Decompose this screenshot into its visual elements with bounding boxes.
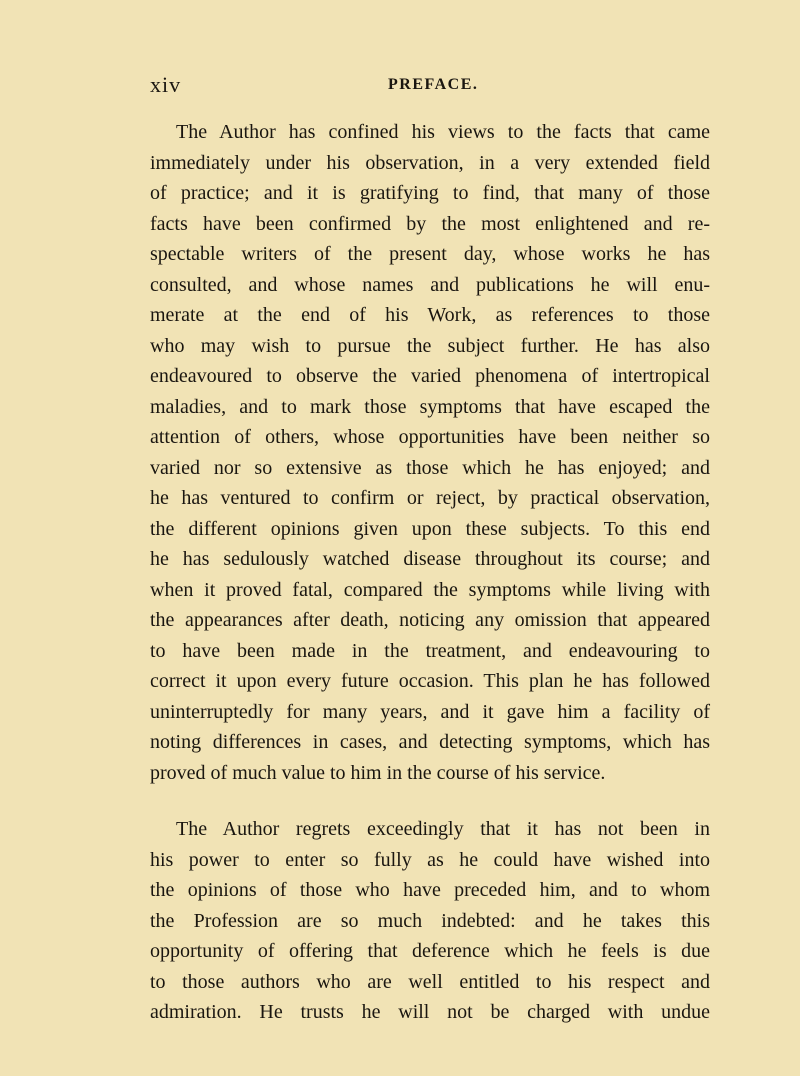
text-line: consulted, and whose names and publications he will enu- xyxy=(150,273,710,296)
text-line: proved of much value to him in the course of his service. xyxy=(150,761,606,784)
paragraph-gap xyxy=(150,788,710,814)
text-line: the appearances after death, noticing any omission that appeared xyxy=(150,609,710,631)
text-line: noting differences in cases, and detecting symptoms, which has xyxy=(150,731,710,753)
text-line: the different opinions given upon these subjects. To this end xyxy=(150,517,710,540)
text-line: attention of others, whose opportunities have been neither so xyxy=(150,426,710,448)
text-line: admiration. He trusts he will not be charged with undue xyxy=(150,1001,710,1023)
text-line: who may wish to pursue the subject further. He has also xyxy=(150,334,710,357)
text-line: the opinions of those who have preceded him, and to whom xyxy=(150,879,710,901)
running-head xyxy=(150,72,720,102)
text-line: immediately under his observation, in a very extended field xyxy=(150,151,710,174)
running-title: PREFACE. xyxy=(388,76,479,93)
paragraph-1 xyxy=(150,117,710,788)
text-line: merate at the end of his Work, as references to those xyxy=(150,304,710,326)
text-line: opportunity of offering that deference which he feels is due xyxy=(150,940,710,962)
text-line: uninterruptedly for many years, and it gave him a facility of xyxy=(150,700,710,723)
text-line: facts have been confirmed by the most enlightened and re- xyxy=(150,212,710,235)
text-line: of practice; and it is gratifying to find, that many of those xyxy=(150,182,710,204)
body-text xyxy=(150,117,710,1028)
text-line: his power to enter so fully as he could have wished into xyxy=(150,848,710,871)
paragraph-2 xyxy=(150,814,710,1028)
text-line: The Author has confined his views to the facts that came xyxy=(176,121,710,143)
text-line: to those authors who are well entitled to his respect and xyxy=(150,970,710,993)
text-line: The Author regrets exceedingly that it has not been in xyxy=(176,818,710,840)
text-line: when it proved fatal, compared the symptoms while living with xyxy=(150,578,710,601)
text-line: the Profession are so much indebted: and he takes this xyxy=(150,909,710,932)
page-number: xiv xyxy=(150,72,182,97)
text-line: endeavoured to observe the varied phenomena of intertropical xyxy=(150,365,710,387)
text-line: maladies, and to mark those symptoms that have escaped the xyxy=(150,395,710,418)
text-line: correct it upon every future occasion. This plan he has followed xyxy=(150,670,710,692)
text-line: to have been made in the treatment, and endeavouring to xyxy=(150,639,710,662)
text-line: spectable writers of the present day, whose works he has xyxy=(150,243,710,265)
text-line: varied nor so extensive as those which he has enjoyed; and xyxy=(150,456,710,479)
text-line: he has sedulously watched disease throughout its course; and xyxy=(150,548,710,570)
text-line: he has ventured to confirm or reject, by practical observation, xyxy=(150,487,710,509)
